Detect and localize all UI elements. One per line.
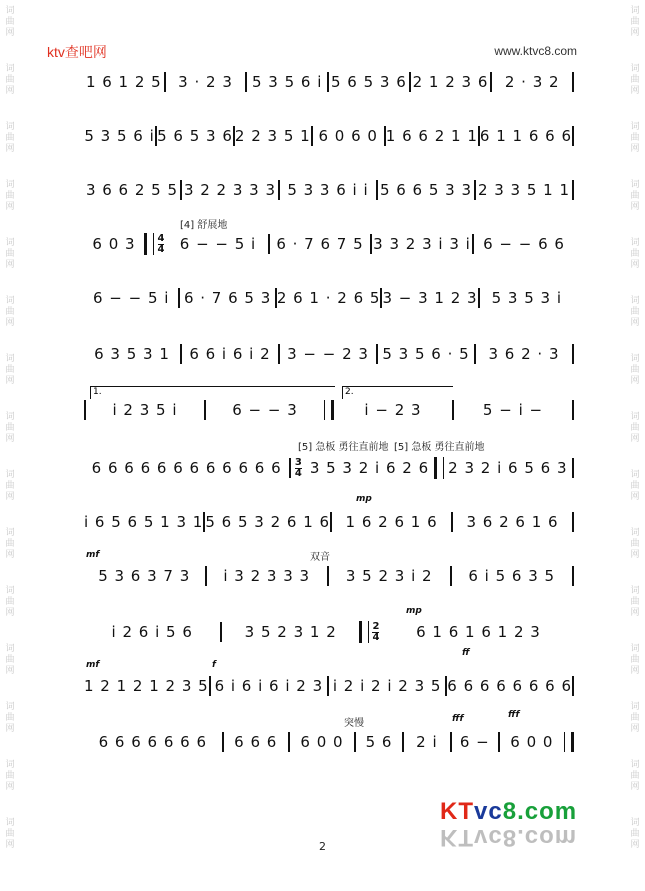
measure: 1 6 6 2 1 1 xyxy=(385,127,478,145)
watermark-text: 词曲网 xyxy=(5,760,15,792)
watermark-text: 词曲网 xyxy=(630,6,640,38)
score-row-2 xyxy=(84,118,574,154)
watermark-text: 词曲网 xyxy=(5,354,15,386)
measure: 2 3 3 5 1 1 xyxy=(477,181,571,199)
score-row-13 xyxy=(84,724,574,760)
volta-2-bracket: 2. xyxy=(342,386,453,399)
time-signature-top: 3 xyxy=(294,456,302,468)
repeat-start-barline xyxy=(434,457,444,479)
watermark-text: 词曲网 xyxy=(630,760,640,792)
repeat-start-barline xyxy=(144,233,154,255)
score-row-7 xyxy=(84,392,574,428)
measure: 5 6 5 3 2 6 1 6 xyxy=(205,513,331,531)
measure: 6 6 6 6 6 6 6 6 xyxy=(447,677,572,695)
measure: 6 − − 6 6 xyxy=(483,235,565,253)
measure: 3 6 2 · 3 xyxy=(488,345,560,363)
watermark-text: 词曲网 xyxy=(630,528,640,560)
score-row-10 xyxy=(84,558,574,594)
measure: 1 2 1 2 1 2 3 5 xyxy=(84,677,209,695)
logo-part: 8.com xyxy=(502,798,578,825)
watermark-text: 词曲网 xyxy=(5,470,15,502)
double-stop-annotation: 双音 xyxy=(310,552,330,563)
final-barline xyxy=(564,732,574,752)
section-5-annotation-repeat: [5] 急板 勇往直前地 xyxy=(394,442,485,453)
dynamic-mf: mf xyxy=(86,660,100,670)
watermark-column-left xyxy=(2,0,18,891)
measure: 6 0 0 xyxy=(300,733,344,751)
measure: 3 6 2 6 1 6 xyxy=(466,513,559,531)
watermark-text: 词曲网 xyxy=(630,818,640,850)
measure: 1 6 1 2 5 xyxy=(85,73,162,91)
measure: 2 3 2 i 6 5 6 3 xyxy=(448,459,568,477)
score-row-11 xyxy=(84,614,574,650)
watermark-text: 词曲网 xyxy=(5,412,15,444)
logo-part: K xyxy=(440,798,459,825)
dynamic-ff: ff xyxy=(462,648,470,658)
score-row-4 xyxy=(84,226,574,262)
measure: 2 1 2 3 6 xyxy=(412,73,489,91)
logo-part: T xyxy=(458,798,475,825)
watermark-text: 词曲网 xyxy=(630,412,640,444)
measure: 6 i 5 6 3 5 xyxy=(468,567,556,585)
watermark-text: 词曲网 xyxy=(630,702,640,734)
measure: 5 6 5 3 6 xyxy=(330,73,407,91)
score-row-6 xyxy=(84,336,574,372)
measure: i 2 3 5 i xyxy=(112,401,178,419)
score-row-8 xyxy=(84,450,574,486)
measure: 5 3 5 6 i xyxy=(251,73,323,91)
barline xyxy=(572,512,574,532)
measure: 2 · 3 2 xyxy=(504,73,560,91)
measure: 5 3 6 3 7 3 xyxy=(98,567,191,585)
logo-part: K xyxy=(440,824,459,851)
measure: 1 6 2 6 1 6 xyxy=(345,513,438,531)
watermark-text: 词曲网 xyxy=(5,644,15,676)
measure: 6 1 6 1 6 1 2 3 xyxy=(416,623,541,641)
measure: 5 6 6 5 3 3 xyxy=(379,181,473,199)
watermark-text: 词曲网 xyxy=(630,470,640,502)
dynamic-fff: fff xyxy=(452,714,464,724)
time-signature-bottom: 4 xyxy=(372,631,380,643)
barline xyxy=(572,72,574,92)
section-5-annotation: [5] 急板 勇往直前地 xyxy=(298,442,389,453)
measure: 6 0 6 0 xyxy=(318,127,378,145)
dynamic-mf: mf xyxy=(86,550,100,560)
logo-part: vc xyxy=(474,824,503,851)
measure: 3 · 2 3 xyxy=(178,73,233,91)
watermark-text: 词曲网 xyxy=(630,296,640,328)
measure: 5 3 5 6 · 5 xyxy=(382,345,470,363)
measure: 3 − 3 1 2 3 xyxy=(382,289,478,307)
watermark-text: 词曲网 xyxy=(630,586,640,618)
measure: 5 6 5 3 6 xyxy=(157,127,233,145)
watermark-text: 词曲网 xyxy=(5,586,15,618)
repeat-start-barline xyxy=(359,621,369,643)
barline xyxy=(572,180,574,200)
barline xyxy=(572,676,574,696)
measure: 5 − i − xyxy=(482,401,544,419)
barline xyxy=(572,400,574,420)
measure: 6 6 i 6 i 2 xyxy=(189,345,271,363)
measure: 6 · 7 6 7 5 xyxy=(276,235,364,253)
measure: 3 5 2 3 i 2 xyxy=(345,567,433,585)
watermark-text: 词曲网 xyxy=(5,296,15,328)
measure: 5 3 3 6 i i xyxy=(287,181,369,199)
measure: 6 · 7 6 5 3 xyxy=(183,289,272,307)
measure: 2 2 3 5 1 xyxy=(234,127,311,145)
watermark-text: 词曲网 xyxy=(5,64,15,96)
watermark-text: 词曲网 xyxy=(630,64,640,96)
watermark-text: 词曲网 xyxy=(5,238,15,270)
measure: 5 6 xyxy=(365,733,393,751)
logo-part: T xyxy=(458,824,475,851)
time-signature-top: 2 xyxy=(372,620,380,632)
measure: 2 i xyxy=(416,733,438,751)
time-signature-bottom: 4 xyxy=(157,243,165,255)
watermark-text: 词曲网 xyxy=(630,354,640,386)
page-number: 2 xyxy=(319,840,326,853)
measure: 6 6 6 xyxy=(234,733,278,751)
barline xyxy=(572,566,574,586)
score-row-12 xyxy=(84,668,574,704)
measure: 3 3 2 3 i 3 i xyxy=(373,235,471,253)
watermark-text: 词曲网 xyxy=(5,122,15,154)
watermark-text: 词曲网 xyxy=(630,122,640,154)
watermark-text: 词曲网 xyxy=(630,238,640,270)
repeat-end-barline xyxy=(324,400,334,420)
dynamic-mp: mp xyxy=(356,494,372,504)
barline xyxy=(572,126,574,146)
measure: 3 6 6 2 5 5 xyxy=(85,181,179,199)
measure: 6 1 1 6 6 6 xyxy=(479,127,572,145)
watermark-column-right xyxy=(627,0,643,891)
logo-part: 8.com xyxy=(502,824,578,851)
score-row-9 xyxy=(84,504,574,540)
measure: i − 2 3 xyxy=(364,401,422,419)
dynamic-f: f xyxy=(212,660,216,670)
measure: 6 i 6 i 6 i 2 3 xyxy=(214,677,324,695)
measure: 3 2 2 3 3 3 xyxy=(183,181,277,199)
site-url: www.ktvc8.com xyxy=(494,44,577,58)
measure: 3 − − 2 3 xyxy=(287,345,369,363)
measure: 2 6 1 · 2 6 5 xyxy=(276,289,381,307)
section-4-annotation: [4] 舒展地 xyxy=(180,220,228,231)
site-name: ktv查吧网 xyxy=(47,44,107,60)
dynamic-mp: mp xyxy=(406,606,422,616)
time-signature-top: 4 xyxy=(157,232,165,244)
time-signature xyxy=(154,234,168,255)
watermark-text: 词曲网 xyxy=(5,180,15,212)
score-row-3 xyxy=(84,172,574,208)
measure: 6 − xyxy=(459,733,490,751)
barline xyxy=(572,344,574,364)
measure: 6 6 6 6 6 6 6 6 6 6 6 6 xyxy=(91,459,282,477)
measure: i 3 2 3 3 3 xyxy=(223,567,311,585)
measure: 6 0 0 xyxy=(510,733,554,751)
measure: 6 0 3 xyxy=(92,235,136,253)
measure: i 6 5 6 5 1 3 1 xyxy=(84,513,204,531)
measure: 6 6 6 6 6 6 6 xyxy=(98,733,208,751)
measure: i 2 6 i 5 6 xyxy=(111,623,193,641)
measure: 5 3 5 3 i xyxy=(491,289,562,307)
measure: 3 5 2 3 1 2 xyxy=(244,623,337,641)
score-row-5 xyxy=(84,280,574,316)
watermark-text: 词曲网 xyxy=(5,6,15,38)
sudden-slow-annotation: 突慢 xyxy=(344,718,364,729)
time-signature xyxy=(291,458,305,479)
watermark-text: 词曲网 xyxy=(630,180,640,212)
score-row-1 xyxy=(84,64,574,100)
dynamic-fff-final: fff xyxy=(508,710,520,720)
watermark-text: 词曲网 xyxy=(630,644,640,676)
logo-part: vc xyxy=(474,798,503,825)
time-signature xyxy=(369,622,383,643)
watermark-text: 词曲网 xyxy=(5,818,15,850)
measure: 5 3 5 6 i xyxy=(84,127,155,145)
volta-1-bracket: 1. xyxy=(90,386,335,399)
watermark-text: 词曲网 xyxy=(5,528,15,560)
measure: 6 − − 5 i xyxy=(179,235,257,253)
watermark-text: 词曲网 xyxy=(5,702,15,734)
time-signature-bottom: 4 xyxy=(294,467,302,479)
site-logo xyxy=(440,798,577,826)
measure: 6 − − 5 i xyxy=(92,289,170,307)
barline xyxy=(572,458,574,478)
measure: 3 5 3 2 i 6 2 6 xyxy=(309,459,430,477)
measure: 6 − − 3 xyxy=(232,401,298,419)
measure: i 2 i 2 i 2 3 5 xyxy=(332,677,442,695)
measure: 6 3 5 3 1 xyxy=(94,345,170,363)
